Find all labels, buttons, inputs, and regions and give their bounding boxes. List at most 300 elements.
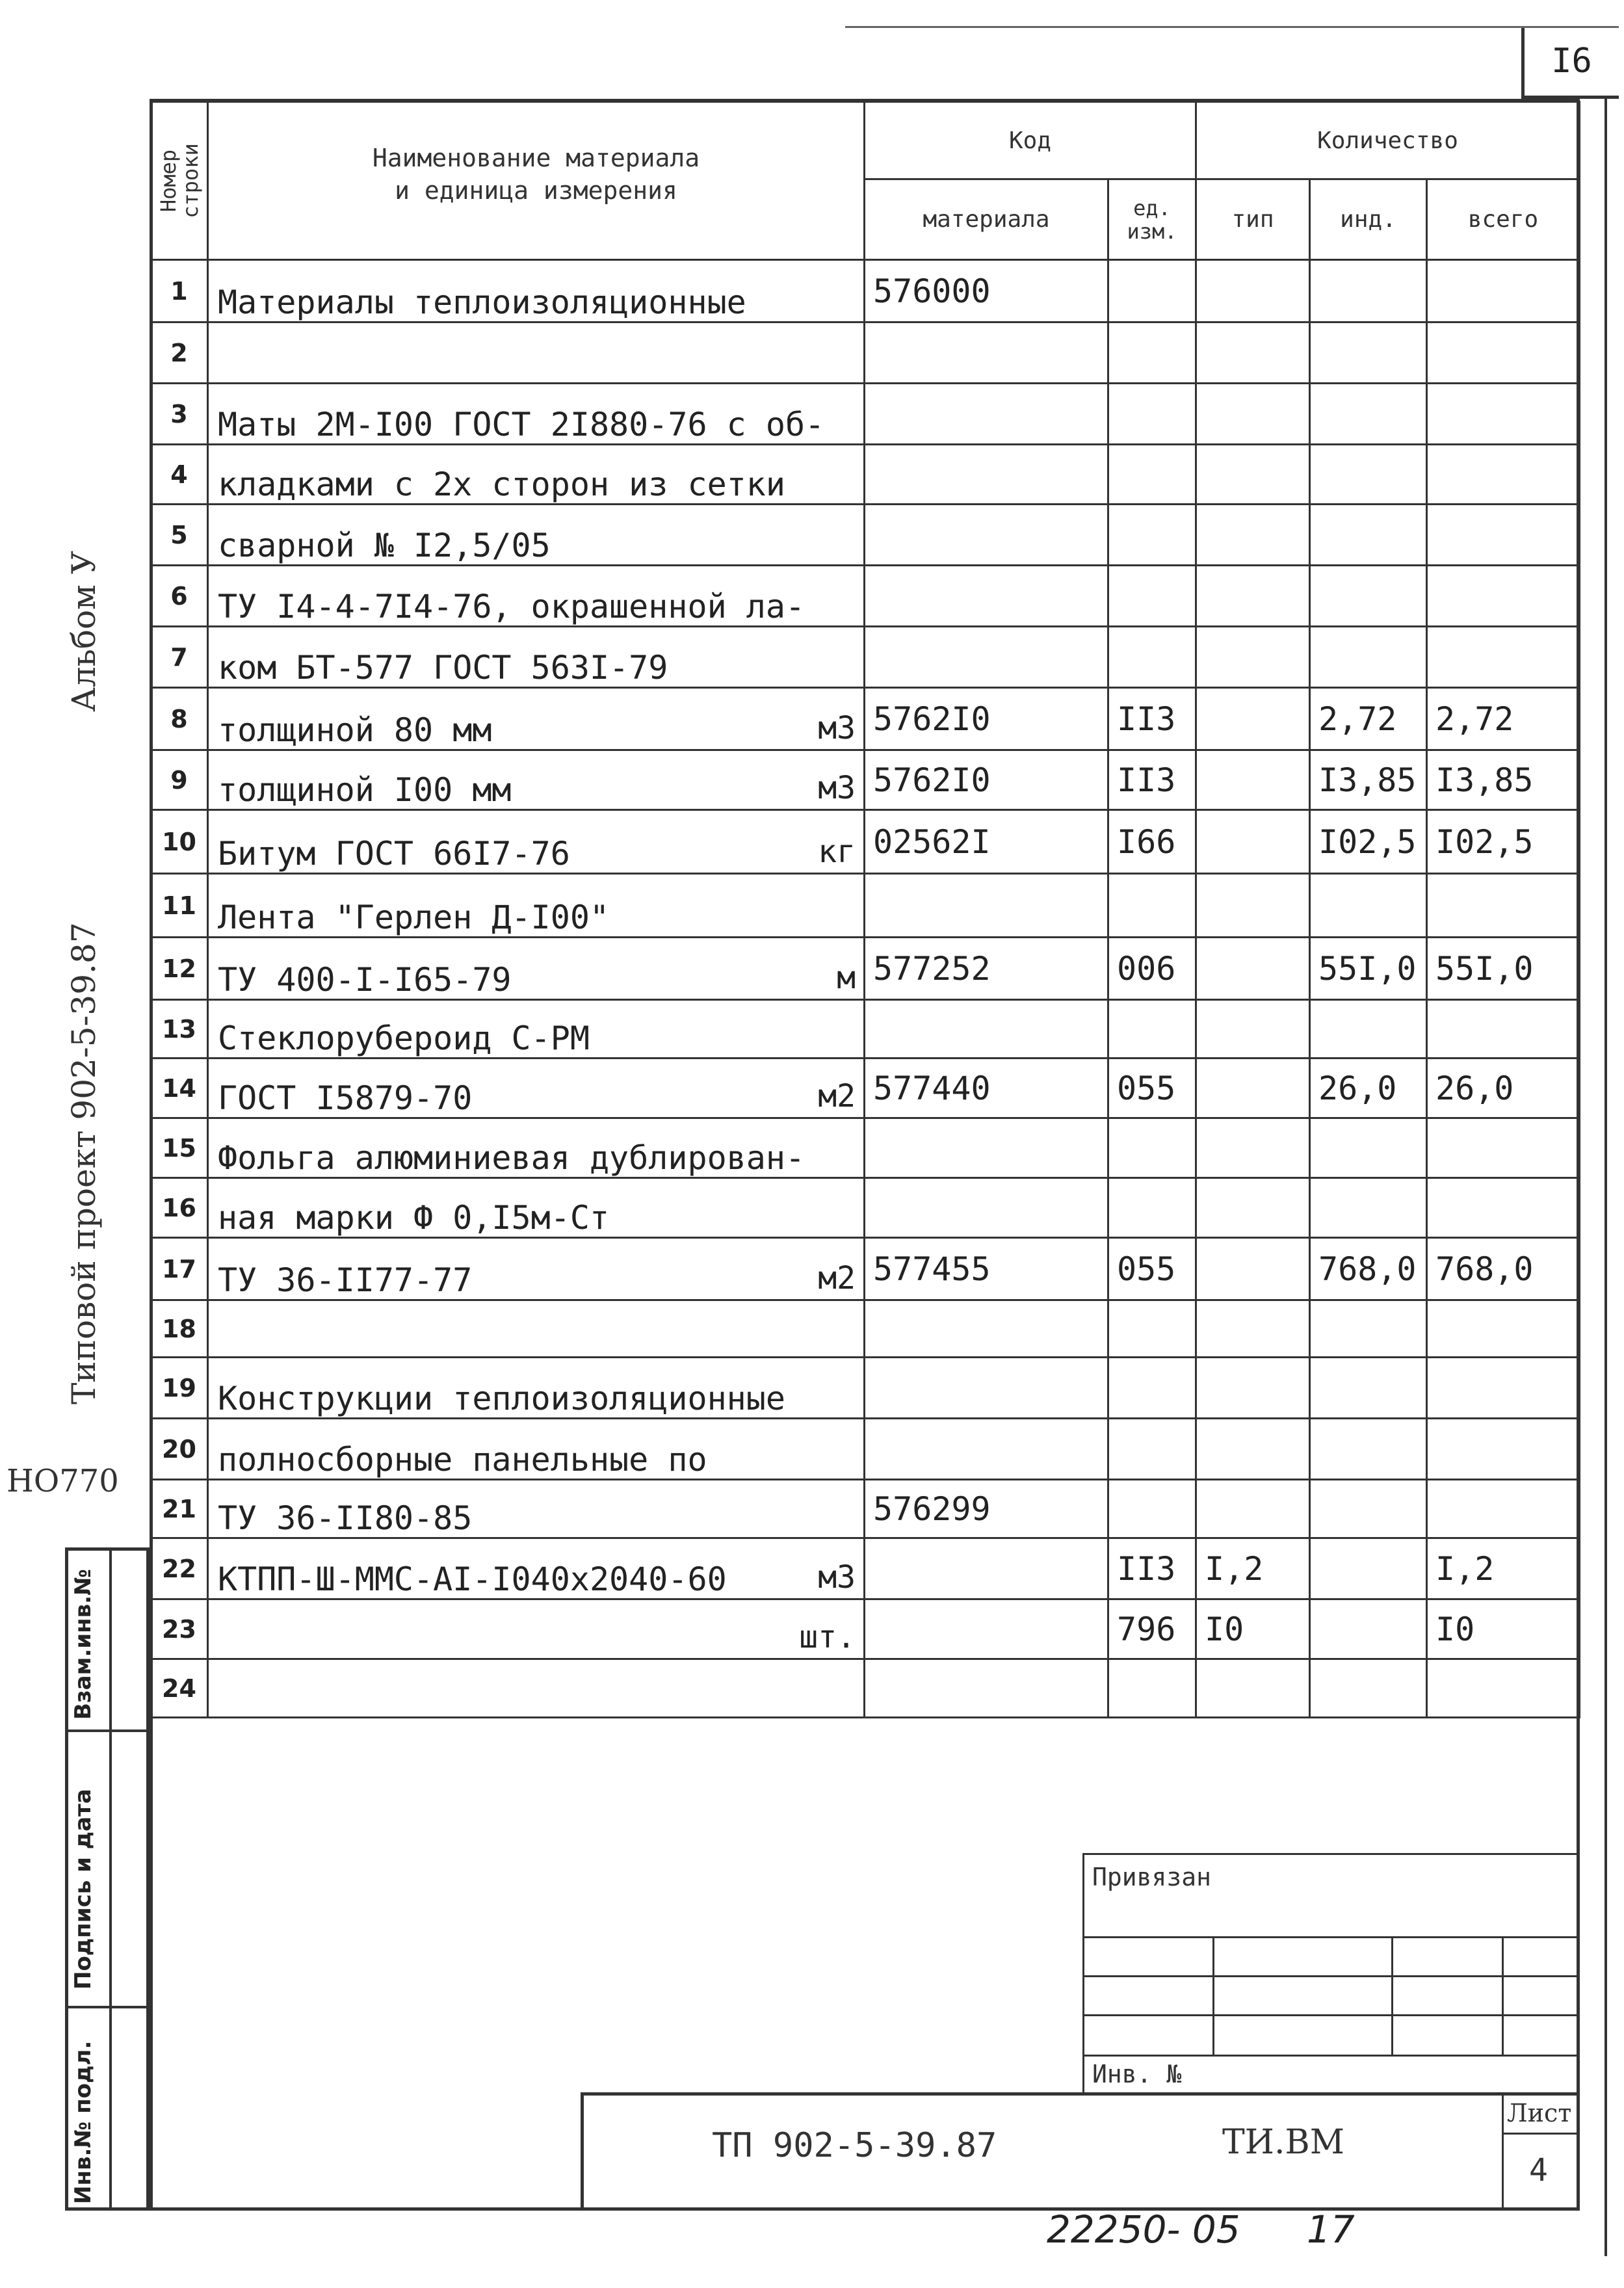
qty-ind xyxy=(1310,566,1427,627)
row-number xyxy=(151,688,208,750)
row-number-text: 10 xyxy=(162,827,196,856)
header-ind: инд. xyxy=(1310,179,1427,260)
qty-ind xyxy=(1310,445,1427,505)
material-name xyxy=(208,1178,865,1238)
qty-ind xyxy=(1310,1599,1427,1659)
material-name-text: ТУ I4-4-7I4-76, окрашенной ла- xyxy=(218,588,805,625)
table-row xyxy=(151,874,1580,938)
title-block-left xyxy=(581,2092,584,2211)
qty-total xyxy=(1427,1000,1580,1059)
qty-tip xyxy=(1196,445,1310,505)
material-name xyxy=(208,566,865,627)
unit-code xyxy=(1108,750,1196,810)
material-name-text: Материалы теплоизоляционные xyxy=(218,283,746,321)
material-name xyxy=(208,384,865,445)
material-name xyxy=(208,1659,865,1718)
qty-total-text: 26,0 xyxy=(1435,1069,1514,1107)
qty-ind-text: I3,85 xyxy=(1318,761,1417,799)
row-number-text: 14 xyxy=(162,1073,196,1103)
qty-total xyxy=(1427,384,1580,445)
material-code xyxy=(865,688,1108,750)
qty-tip xyxy=(1196,1238,1310,1300)
qty-total xyxy=(1427,1419,1580,1480)
unit-code-text: 055 xyxy=(1117,1069,1176,1107)
qty-total xyxy=(1427,445,1580,505)
doc-code: ТП 902-5-39.87 xyxy=(712,2126,997,2165)
qty-tip-text: I0 xyxy=(1205,1610,1244,1648)
row-number xyxy=(151,1358,208,1419)
material-name xyxy=(208,1000,865,1059)
qty-total xyxy=(1427,1059,1580,1118)
qty-tip xyxy=(1196,688,1310,750)
table-row xyxy=(151,1480,1580,1538)
row-number-text: 7 xyxy=(170,642,188,672)
material-name xyxy=(208,1358,865,1419)
qty-total xyxy=(1427,1238,1580,1300)
qty-tip xyxy=(1196,1419,1310,1480)
stamp-inv-label: Инв. № xyxy=(1092,2060,1182,2088)
row-number xyxy=(151,384,208,445)
material-name xyxy=(208,1118,865,1178)
row-number xyxy=(151,1419,208,1480)
unit-code xyxy=(1108,1059,1196,1118)
unit-code-text: II3 xyxy=(1117,700,1176,738)
qty-ind xyxy=(1310,1178,1427,1238)
qty-tip xyxy=(1196,566,1310,627)
header-code: Код xyxy=(865,102,1196,179)
qty-tip xyxy=(1196,938,1310,1000)
header-qty: Количество xyxy=(1196,102,1580,179)
material-name-text: Конструкции теплоизоляционные xyxy=(218,1380,785,1417)
row-number xyxy=(151,750,208,810)
signature-divider xyxy=(109,1547,112,2211)
table-row xyxy=(151,1178,1580,1238)
material-code-text: 02562I xyxy=(873,822,991,861)
row-number-text: 3 xyxy=(170,399,188,428)
row-number xyxy=(151,260,208,322)
sheet-number: I6 xyxy=(1551,41,1592,81)
unit-code-text: 796 xyxy=(1117,1610,1176,1648)
header-name: Наименование материала и единица измерения xyxy=(208,102,865,260)
material-name xyxy=(208,1538,865,1599)
material-name-text: ТУ 36-II77-77 xyxy=(218,1261,473,1299)
doc-mark: ТИ.ВМ xyxy=(1222,2123,1345,2162)
qty-ind xyxy=(1310,1059,1427,1118)
row-number xyxy=(151,505,208,566)
qty-ind xyxy=(1310,322,1427,384)
qty-tip xyxy=(1196,505,1310,566)
row-number xyxy=(151,1178,208,1238)
qty-total xyxy=(1427,1118,1580,1178)
row-number xyxy=(151,1538,208,1599)
material-name xyxy=(208,1238,865,1300)
material-name xyxy=(208,938,865,1000)
row-number xyxy=(151,938,208,1000)
row-number-text: 12 xyxy=(162,954,196,983)
qty-total-text: 2,72 xyxy=(1435,700,1514,738)
material-name-text: Битум ГОСТ 66I7-76 xyxy=(218,835,570,873)
unit-code xyxy=(1108,1538,1196,1599)
material-code xyxy=(865,1480,1108,1538)
material-code xyxy=(865,1659,1108,1718)
unit-code xyxy=(1108,627,1196,688)
unit-code xyxy=(1108,1300,1196,1358)
signature-sep-1 xyxy=(65,1729,150,1732)
unit-code xyxy=(1108,322,1196,384)
material-name xyxy=(208,627,865,688)
row-number-text: 13 xyxy=(162,1014,196,1044)
table-row xyxy=(151,1300,1580,1358)
table-row xyxy=(151,505,1580,566)
qty-total xyxy=(1427,874,1580,938)
qty-tip xyxy=(1196,322,1310,384)
material-code xyxy=(865,505,1108,566)
stamp-line-1 xyxy=(1082,1936,1580,1938)
right-margin-line xyxy=(1604,98,1607,2256)
row-number-text: 9 xyxy=(170,765,188,795)
row-number xyxy=(151,874,208,938)
stamp-line-3 xyxy=(1082,2014,1580,2016)
footer-page-number: 17 xyxy=(1307,2207,1355,2252)
qty-tip xyxy=(1196,1659,1310,1718)
unit-text: м3 xyxy=(818,770,856,806)
archive-code: НО770 xyxy=(7,1463,119,1499)
material-name-text: ТУ 400-I-I65-79 xyxy=(218,961,512,999)
row-number xyxy=(151,1118,208,1178)
row-number-text: 1 xyxy=(170,276,188,306)
material-code xyxy=(865,1538,1108,1599)
material-name xyxy=(208,445,865,505)
unit-code xyxy=(1108,505,1196,566)
unit-code xyxy=(1108,260,1196,322)
qty-ind xyxy=(1310,1000,1427,1059)
material-code xyxy=(865,322,1108,384)
unit-code xyxy=(1108,1000,1196,1059)
qty-tip xyxy=(1196,1480,1310,1538)
material-name xyxy=(208,505,865,566)
row-number xyxy=(151,1300,208,1358)
material-name xyxy=(208,1599,865,1659)
row-number-text: 18 xyxy=(162,1314,196,1343)
material-name-text: кладками с 2х сторон из сетки xyxy=(218,466,785,503)
qty-tip xyxy=(1196,750,1310,810)
material-code xyxy=(865,1300,1108,1358)
material-name-text: Лента "Герлен Д-I00" xyxy=(218,899,610,936)
material-code-text: 577252 xyxy=(873,949,991,988)
signature-sep-2 xyxy=(65,2006,150,2008)
table-row xyxy=(151,1358,1580,1419)
qty-tip-text: I,2 xyxy=(1205,1549,1264,1588)
material-code xyxy=(865,938,1108,1000)
row-number-text: 4 xyxy=(170,460,188,489)
unit-code xyxy=(1108,938,1196,1000)
material-code xyxy=(865,1000,1108,1059)
unit-code xyxy=(1108,1118,1196,1178)
material-code xyxy=(865,566,1108,627)
material-name xyxy=(208,1059,865,1118)
footer-order-number: 22250- 05 xyxy=(1047,2207,1240,2252)
qty-ind xyxy=(1310,688,1427,750)
qty-tip xyxy=(1196,1538,1310,1599)
qty-tip xyxy=(1196,874,1310,938)
header-total: всего xyxy=(1427,179,1580,260)
header-row-num: Номер строки xyxy=(151,102,208,260)
qty-total xyxy=(1427,322,1580,384)
unit-code xyxy=(1108,1419,1196,1480)
qty-tip xyxy=(1196,810,1310,874)
qty-ind-text: 26,0 xyxy=(1318,1069,1397,1107)
unit-code xyxy=(1108,566,1196,627)
row-number-text: 23 xyxy=(162,1614,196,1644)
row-number-text: 6 xyxy=(170,581,188,611)
material-code xyxy=(865,1599,1108,1659)
field-vzam: Взам.инв.№ xyxy=(70,1569,96,1720)
unit-code xyxy=(1108,1599,1196,1659)
unit-code xyxy=(1108,688,1196,750)
unit-text: кг xyxy=(818,834,856,870)
qty-ind xyxy=(1310,1300,1427,1358)
field-podpis: Подпись и дата xyxy=(70,1789,96,1990)
album-label: Альбом У xyxy=(65,551,103,712)
table-row xyxy=(151,1000,1580,1059)
unit-code-text: 006 xyxy=(1117,949,1176,988)
qty-tip xyxy=(1196,1178,1310,1238)
material-code-text: 576000 xyxy=(873,272,991,310)
row-number xyxy=(151,1238,208,1300)
row-number-text: 19 xyxy=(162,1373,196,1402)
unit-code-text: II3 xyxy=(1117,761,1176,799)
spec-table xyxy=(150,101,1580,1718)
qty-total-text: I3,85 xyxy=(1435,761,1534,799)
material-name xyxy=(208,1419,865,1480)
header-unit: ед. изм. xyxy=(1108,179,1196,260)
qty-ind-text: 768,0 xyxy=(1318,1250,1417,1288)
material-name xyxy=(208,322,865,384)
row-number xyxy=(151,1659,208,1718)
stamp-left-line xyxy=(1082,1853,1084,2094)
table-row xyxy=(151,1659,1580,1718)
material-code xyxy=(865,1358,1108,1419)
field-inv: Инв.№ подл. xyxy=(70,2040,96,2204)
qty-ind xyxy=(1310,260,1427,322)
qty-ind xyxy=(1310,874,1427,938)
list-label: Лист xyxy=(1507,2099,1572,2127)
qty-total xyxy=(1427,1358,1580,1419)
header-tip: тип xyxy=(1196,179,1310,260)
unit-code xyxy=(1108,1659,1196,1718)
table-row xyxy=(151,750,1580,810)
material-name-text: Фольга алюминиевая дублирован- xyxy=(218,1139,805,1177)
qty-total xyxy=(1427,750,1580,810)
qty-total xyxy=(1427,260,1580,322)
qty-tip xyxy=(1196,1599,1310,1659)
qty-total xyxy=(1427,627,1580,688)
qty-total xyxy=(1427,1480,1580,1538)
stamp-v-2 xyxy=(1391,1936,1393,2055)
qty-ind-text: I02,5 xyxy=(1318,822,1417,861)
row-number xyxy=(151,566,208,627)
stamp-v-1 xyxy=(1212,1936,1214,2055)
row-number-text: 2 xyxy=(170,338,188,367)
qty-total-text: I,2 xyxy=(1435,1549,1495,1588)
qty-ind xyxy=(1310,1538,1427,1599)
row-number xyxy=(151,1480,208,1538)
stamp-privyazan: Привязан xyxy=(1092,1863,1212,1891)
qty-total-text: I0 xyxy=(1435,1610,1475,1648)
row-number-text: 5 xyxy=(170,520,188,549)
material-name-text: ГОСТ I5879-70 xyxy=(218,1079,473,1117)
material-code xyxy=(865,874,1108,938)
qty-ind xyxy=(1310,810,1427,874)
material-name-text: ТУ 36-II80-85 xyxy=(218,1499,473,1537)
material-code xyxy=(865,750,1108,810)
table-row xyxy=(151,627,1580,688)
list-divider xyxy=(1502,2133,1580,2135)
row-number xyxy=(151,1599,208,1659)
unit-code-text: II3 xyxy=(1117,1549,1176,1588)
material-name-text: толщиной I00 мм xyxy=(218,771,512,809)
table-row xyxy=(151,938,1580,1000)
material-code xyxy=(865,1059,1108,1118)
qty-tip xyxy=(1196,260,1310,322)
material-code-text: 576299 xyxy=(873,1490,991,1528)
material-name-text: КТПП-Ш-ММС-АI-I040х2040-60 xyxy=(218,1560,727,1598)
row-number xyxy=(151,322,208,384)
material-code xyxy=(865,1118,1108,1178)
qty-tip xyxy=(1196,1059,1310,1118)
unit-text: м3 xyxy=(818,710,856,746)
qty-total xyxy=(1427,505,1580,566)
table-row xyxy=(151,1059,1580,1118)
table-row xyxy=(151,1118,1580,1178)
material-name xyxy=(208,810,865,874)
row-number xyxy=(151,1059,208,1118)
sheet-number-box xyxy=(1521,26,1619,99)
unit-text: м2 xyxy=(818,1260,856,1296)
material-name-text: сварной № I2,5/05 xyxy=(218,527,551,564)
material-code-text: 5762I0 xyxy=(873,700,991,738)
stamp-line-4 xyxy=(1082,2055,1580,2057)
qty-ind xyxy=(1310,750,1427,810)
qty-ind-text: 2,72 xyxy=(1318,700,1397,738)
row-number-text: 24 xyxy=(162,1674,196,1703)
material-code xyxy=(865,1419,1108,1480)
qty-tip xyxy=(1196,1300,1310,1358)
material-code xyxy=(865,260,1108,322)
qty-ind xyxy=(1310,384,1427,445)
material-name-text: полносборные панельные по xyxy=(218,1441,707,1479)
material-name-text: Стеклорубероид С-РМ xyxy=(218,1019,590,1057)
material-name-text: Маты 2М-I00 ГОСТ 2I880-76 с об- xyxy=(218,406,825,443)
qty-ind-text: 55I,0 xyxy=(1318,949,1417,988)
table-row xyxy=(151,1599,1580,1659)
qty-ind xyxy=(1310,1238,1427,1300)
title-block-top xyxy=(581,2092,1580,2096)
unit-code xyxy=(1108,1178,1196,1238)
row-number-text: 17 xyxy=(162,1254,196,1283)
row-number-text: 20 xyxy=(162,1434,196,1464)
table-row xyxy=(151,688,1580,750)
material-code xyxy=(865,627,1108,688)
qty-ind xyxy=(1310,627,1427,688)
table-row xyxy=(151,1419,1580,1480)
row-number-text: 8 xyxy=(170,704,188,733)
material-code xyxy=(865,384,1108,445)
material-name xyxy=(208,1300,865,1358)
unit-code xyxy=(1108,384,1196,445)
qty-tip xyxy=(1196,1000,1310,1059)
unit-code-text: I66 xyxy=(1117,822,1176,861)
qty-tip xyxy=(1196,627,1310,688)
material-code xyxy=(865,445,1108,505)
row-number xyxy=(151,627,208,688)
material-name xyxy=(208,260,865,322)
qty-ind xyxy=(1310,1419,1427,1480)
row-number-text: 15 xyxy=(162,1133,196,1163)
material-code-text: 5762I0 xyxy=(873,761,991,799)
top-edge-line xyxy=(845,26,1619,28)
table-row xyxy=(151,1238,1580,1300)
qty-tip xyxy=(1196,384,1310,445)
material-code xyxy=(865,1178,1108,1238)
unit-code xyxy=(1108,1238,1196,1300)
table-row xyxy=(151,445,1580,505)
material-code-text: 577455 xyxy=(873,1250,991,1288)
unit-text: м2 xyxy=(818,1078,856,1114)
unit-code xyxy=(1108,810,1196,874)
material-name-text: толщиной 80 мм xyxy=(218,711,492,749)
table-row xyxy=(151,260,1580,322)
qty-total xyxy=(1427,1659,1580,1718)
material-name xyxy=(208,874,865,938)
qty-total xyxy=(1427,688,1580,750)
table-row xyxy=(151,566,1580,627)
material-code-text: 577440 xyxy=(873,1069,991,1107)
list-value: 4 xyxy=(1529,2152,1548,2189)
qty-total xyxy=(1427,1178,1580,1238)
material-name xyxy=(208,688,865,750)
row-number xyxy=(151,1000,208,1059)
table-row xyxy=(151,384,1580,445)
qty-ind xyxy=(1310,938,1427,1000)
row-number-text: 21 xyxy=(162,1494,196,1523)
qty-total-text: I02,5 xyxy=(1435,822,1534,861)
unit-code xyxy=(1108,445,1196,505)
row-number-text: 16 xyxy=(162,1193,196,1222)
unit-code xyxy=(1108,1358,1196,1419)
row-number-text: 22 xyxy=(162,1554,196,1583)
qty-ind xyxy=(1310,1118,1427,1178)
qty-total xyxy=(1427,1599,1580,1659)
qty-ind xyxy=(1310,1659,1427,1718)
qty-total xyxy=(1427,938,1580,1000)
qty-ind xyxy=(1310,505,1427,566)
unit-text: м3 xyxy=(818,1559,856,1596)
qty-total xyxy=(1427,1300,1580,1358)
unit-text: шт. xyxy=(799,1619,856,1655)
material-name xyxy=(208,750,865,810)
project-label: Типовой проект 902-5-39.87 xyxy=(65,922,103,1404)
material-code xyxy=(865,1238,1108,1300)
qty-total xyxy=(1427,810,1580,874)
row-number xyxy=(151,810,208,874)
qty-tip xyxy=(1196,1358,1310,1419)
material-name-text: ком БТ-577 ГОСТ 563I-79 xyxy=(218,649,668,687)
unit-text: м xyxy=(837,960,856,996)
table-row xyxy=(151,1538,1580,1599)
header-material: материала xyxy=(865,179,1108,260)
qty-tip xyxy=(1196,1118,1310,1178)
